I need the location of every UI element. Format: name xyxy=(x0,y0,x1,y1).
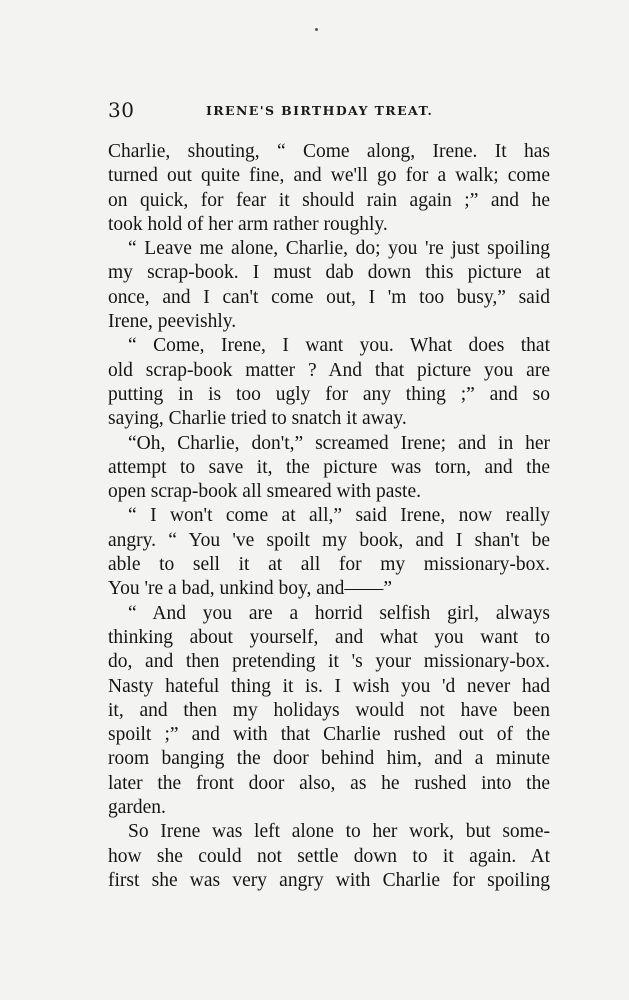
text-line: old scrap-book matter ? And that picture you are xyxy=(108,359,550,381)
text-line: spoilt ;” and with that Charlie rushed out of the xyxy=(108,724,550,746)
text-line: room banging the door behind him, and a minute xyxy=(108,748,550,770)
text-line: once, and I can't come out, I 'm too busy,” said xyxy=(108,286,550,308)
text-line: “Oh, Charlie, don't,” screamed Irene; and in her xyxy=(128,432,550,454)
text-line: You 're a bad, unkind boy, and——” xyxy=(108,578,393,600)
text-line: took hold of her arm rather roughly. xyxy=(108,213,388,235)
text-line: “ I won't come at all,” said Irene, now really xyxy=(128,505,550,527)
text-line: “ And you are a horrid selfish girl, always xyxy=(128,602,550,624)
text-line: attempt to save it, the picture was torn, and the xyxy=(108,456,550,478)
running-head: IRENE'S BIRTHDAY TREAT. xyxy=(206,103,434,118)
text-line: Charlie, shouting, “ Come along, Irene. It has xyxy=(108,141,550,162)
text-line: Nasty hateful thing it is. I wish you 'd never had xyxy=(108,675,550,697)
text-line: on quick, for fear it should rain again ;” and he xyxy=(108,189,550,211)
text-line: how she could not settle down to it again. At xyxy=(108,845,550,867)
text-line: first she was very angry with Charlie for spoiling xyxy=(108,869,550,891)
print-speck xyxy=(315,28,318,31)
text-line: Irene, peevishly. xyxy=(108,311,237,333)
text-line: it, and then my holidays would not have been xyxy=(108,699,550,721)
text-line: open scrap-book all smeared with paste. xyxy=(108,481,421,503)
text-line: able to sell it at all for my missionary-box. xyxy=(108,554,550,576)
text-line: saying, Charlie tried to snatch it away. xyxy=(108,408,407,430)
text-line: turned out quite fine, and we'll go for a walk; come xyxy=(108,165,550,187)
text-line: garden. xyxy=(108,797,166,819)
text-line: “ Come, Irene, I want you. What does that xyxy=(128,335,550,357)
text-line: “ Leave me alone, Charlie, do; you 're just spoiling xyxy=(128,238,550,260)
text-line: my scrap-book. I must dab down this picture at xyxy=(108,262,550,284)
page-body xyxy=(108,140,550,893)
page-number: 30 xyxy=(108,98,135,122)
page-header xyxy=(108,98,550,122)
text-line: later the front door also, as he rushed into the xyxy=(108,772,550,794)
text-line: putting in is too ugly for any thing ;” and so xyxy=(108,383,550,405)
text-line: So Irene was left alone to her work, but some- xyxy=(128,821,550,843)
text-line: angry. “ You 've spoilt my book, and I shan't be xyxy=(108,529,550,551)
text-line: do, and then pretending it 's your missionary-box. xyxy=(108,651,550,673)
text-line: thinking about yourself, and what you want to xyxy=(108,626,550,648)
